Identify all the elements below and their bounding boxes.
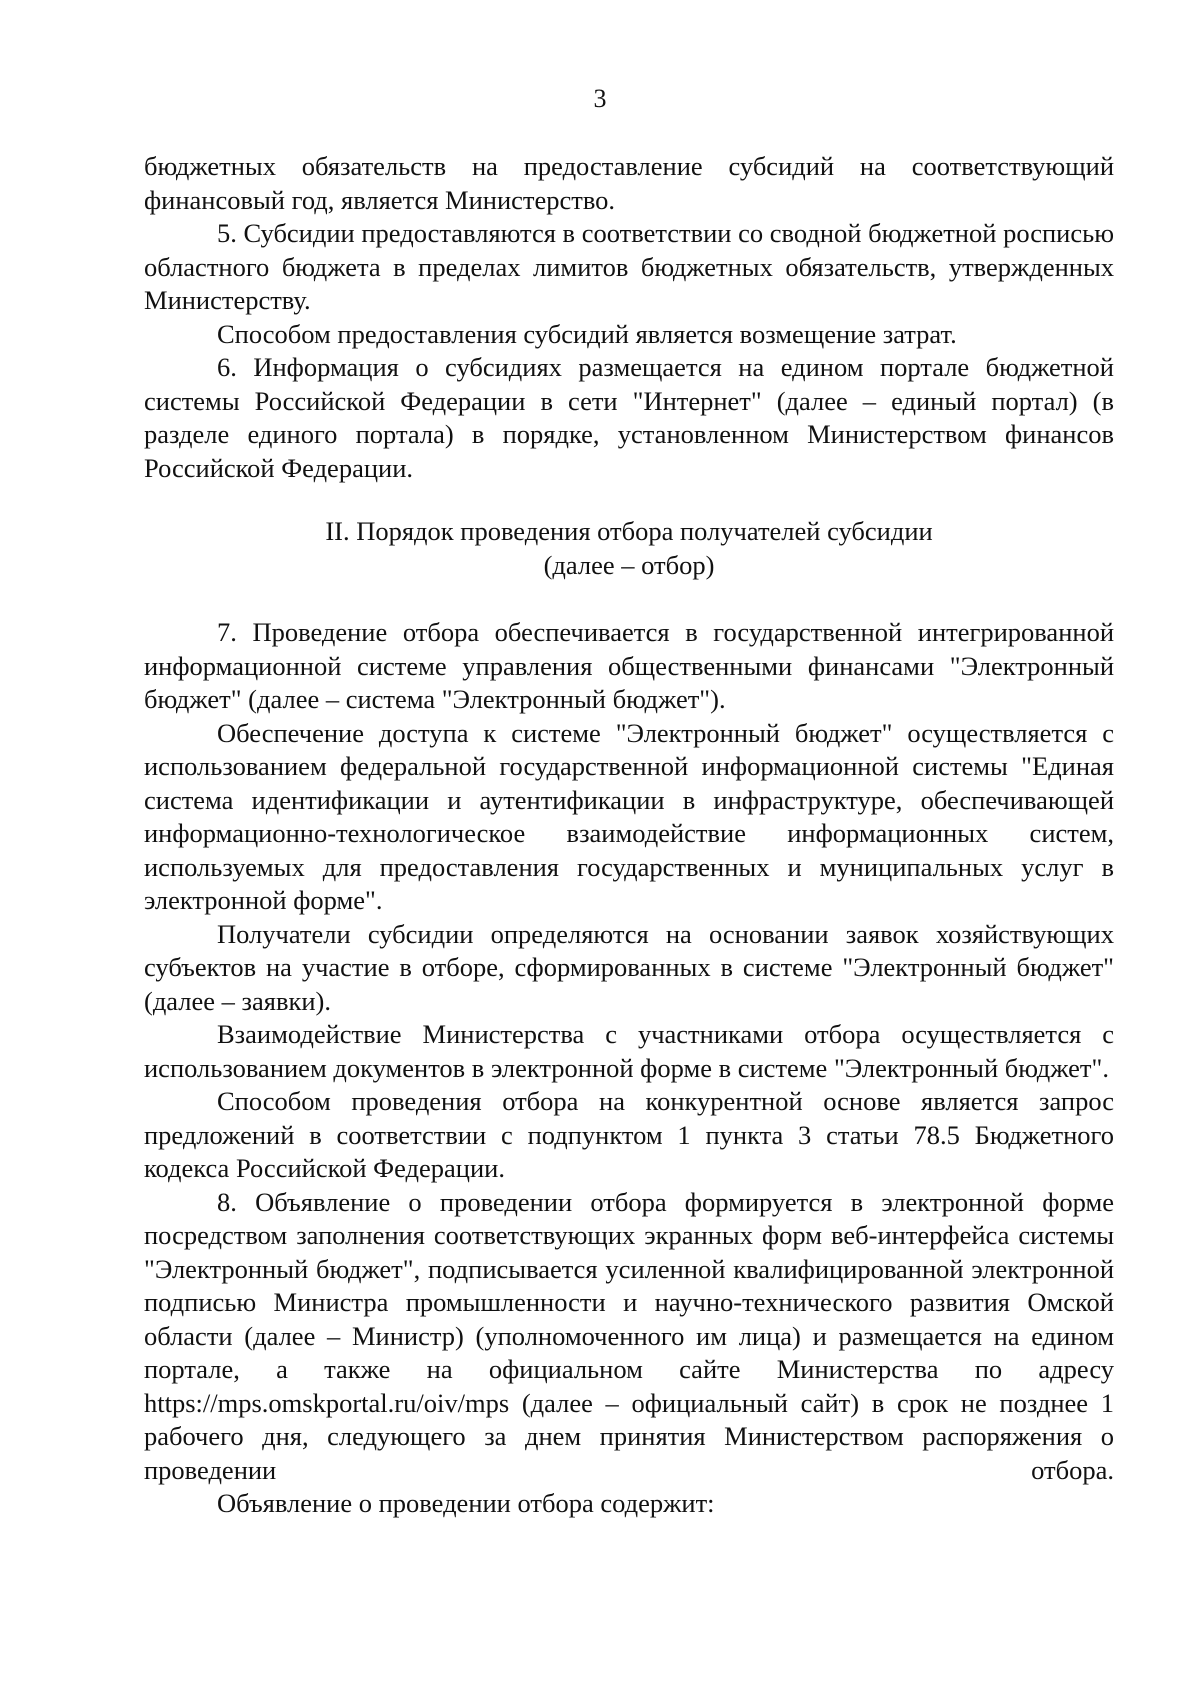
paragraph-system-access: Обеспечение доступа к системе "Электронный бюджет" осуществляется с использованием федеральной государственной информационной системы "Единая система идентификации и аутентификации в инфраструктуре, обеспечивающей информационно-технологическое взаимодействие информационных систем, используемых для предоставления государственных и муниципальных услуг в электронной форме". — [144, 717, 1114, 915]
paragraph-budget-obligations-continuation: бюджетных обязательств на предоставление субсидий на соответствующий финансовый год, является Министерство. — [144, 151, 1114, 215]
section-heading-subtitle: (далее – отбор) — [543, 549, 715, 580]
paragraph-item-6: 6. Информация о субсидиях размещается на едином портале бюджетной системы Российской Федерации в сети "Интернет" (далее – единый портал) (в разделе единого портала) в порядке, установленном Министерством финансов Российской Федерации. — [144, 352, 1114, 483]
document-body — [144, 150, 1114, 1521]
paragraph-item-7: 7. Проведение отбора обеспечивается в государственной интегрированной информационной системе управления общественными финансами "Электронный бюджет" (далее – система "Электронный бюджет"). — [144, 617, 1114, 714]
paragraph-item-5: 5. Субсидии предоставляются в соответствии со сводной бюджетной росписью областного бюджета в пределах лимитов бюджетных обязательств, утвержденных Министерству. — [144, 218, 1114, 315]
paragraph-interaction: Взаимодействие Министерства с участниками отбора осуществляется с использованием документов в электронной форме в системе "Электронный бюджет". — [144, 1019, 1114, 1083]
section-heading — [144, 515, 1114, 582]
paragraph-recipients: Получатели субсидии определяются на основании заявок хозяйствующих субъектов на участие в отборе, сформированных в системе "Электронный бюджет" (далее – заявки). — [144, 918, 1114, 1016]
section-heading-title: II. Порядок проведения отбора получателей субсидии — [325, 516, 933, 546]
page-number: 3 — [593, 84, 607, 113]
paragraph-item-8: 8. Объявление о проведении отбора формируется в электронной форме посредством заполнения соответствующих экранных форм веб-интерфейса системы "Электронный бюджет", подписывается усиленной квалифицированной электронной подписью Министра промышленности и научно-технического развития Омской области (далее – Министр) (уполномоченного им лица) и размещается на едином портале, а также на официальном сайте Министерства по адресу https://mps.omskportal.ru/oiv/mps (далее – официальный сайт) в срок не позднее 1 рабочего дня, следующего за днем принятия Министерством распоряжения о проведении отбора. — [144, 1186, 1114, 1485]
paragraph-selection-method: Способом проведения отбора на конкурентной основе является запрос предложений в соответствии с подпунктом 1 пункта 3 статьи 78.5 Бюджетного кодекса Российской Федерации. — [144, 1086, 1114, 1183]
paragraph-method-of-provision: Способом предоставления субсидий является возмещение затрат. — [217, 318, 957, 349]
paragraph-announcement-contents: Объявление о проведении отбора содержит: — [217, 1488, 715, 1518]
